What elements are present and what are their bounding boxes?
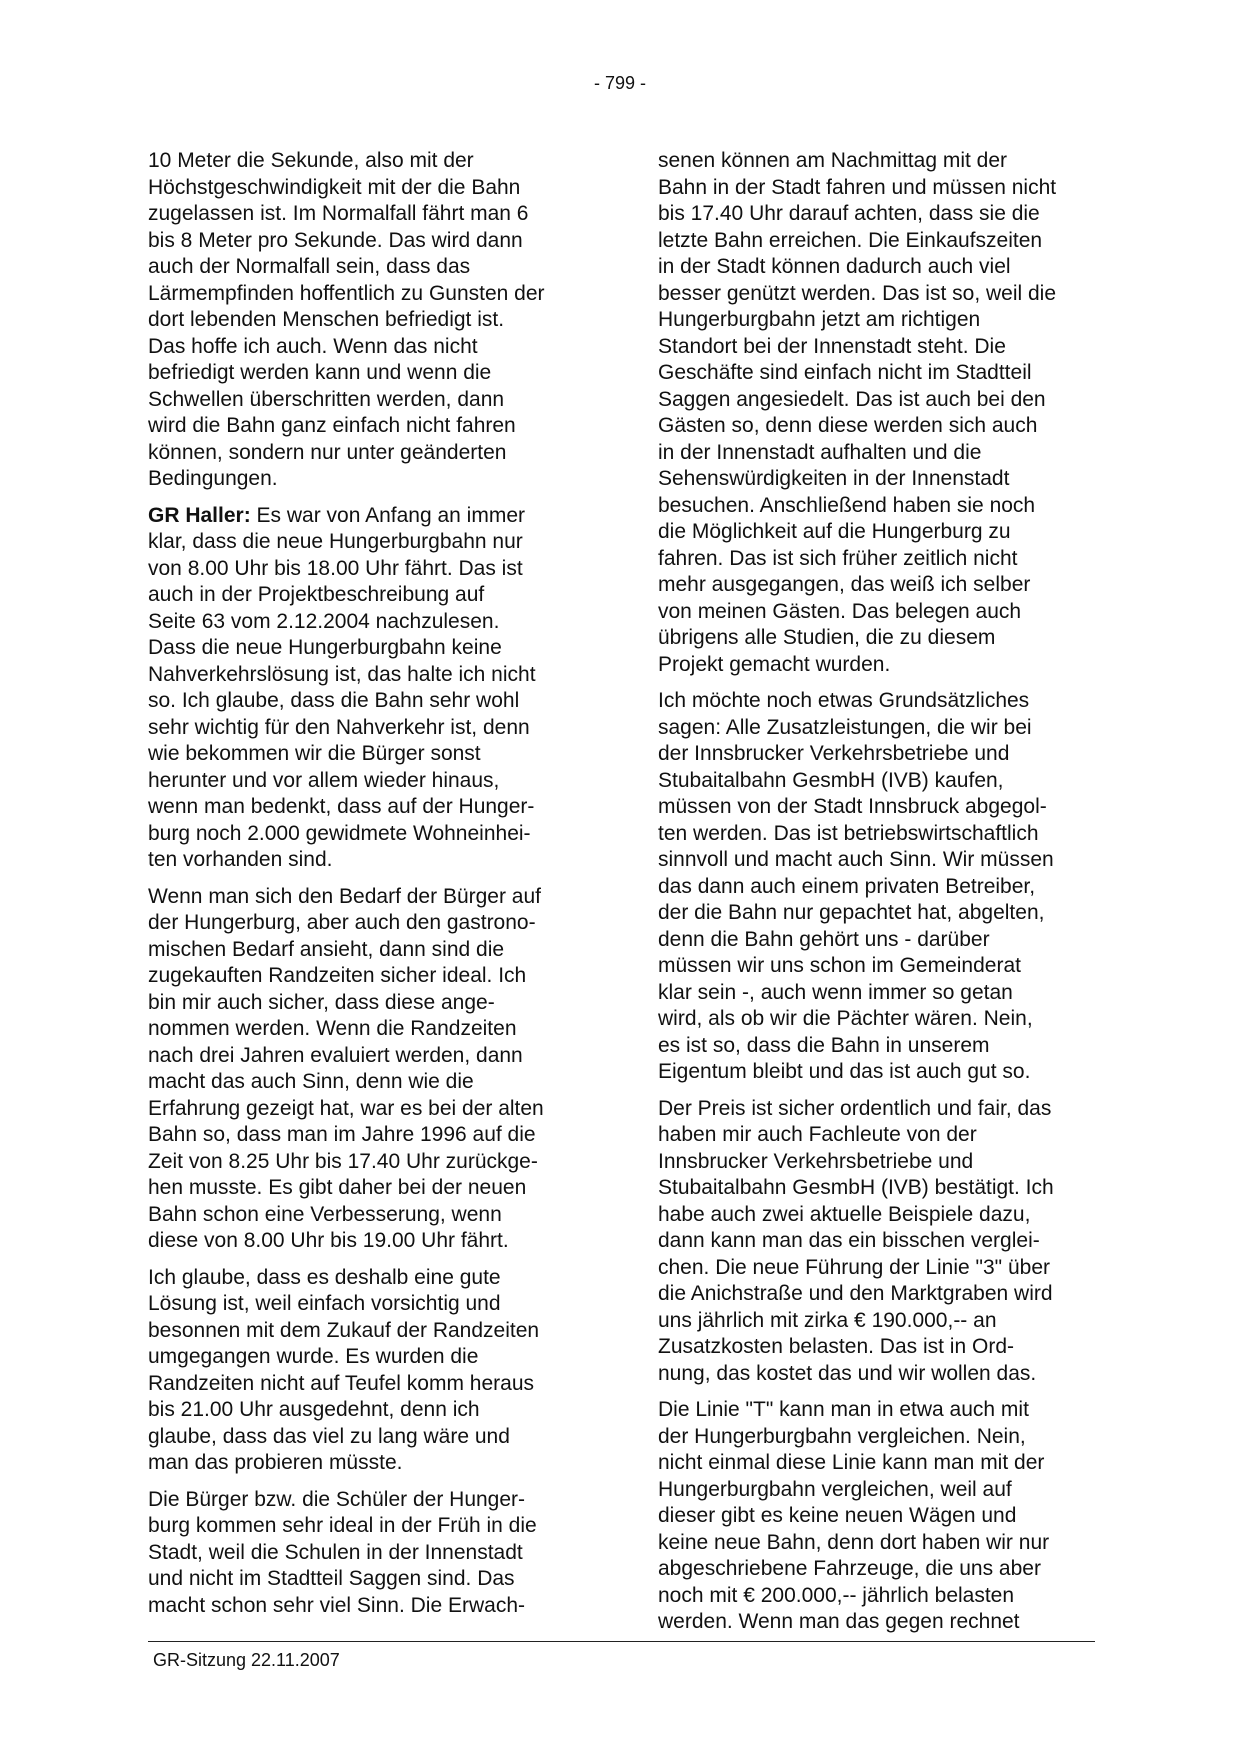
paragraph-line: habe auch zwei aktuelle Beispiele dazu, [658, 1202, 1031, 1226]
paragraph-line: Hungerburgbahn vergleichen, weil auf [658, 1477, 1012, 1501]
page-number: - 799 - [593, 73, 647, 93]
paragraph-line: von meinen Gästen. Das belegen auch [658, 599, 1022, 623]
paragraph-line: Das hoffe ich auch. Wenn das nicht [148, 334, 478, 358]
paragraph-line: sehr wichtig für den Nahverkehr ist, denn [148, 715, 530, 739]
paragraph-line: macht das auch Sinn, denn wie die [148, 1070, 474, 1093]
paragraph-line: wird, als ob wir die Pächter wären. Nein, [658, 1007, 1033, 1030]
paragraph-line: Geschäfte sind einfach nicht im Stadtteil [658, 361, 1032, 384]
paragraph-line: Bahn so, dass man im Jahre 1996 auf die [148, 1123, 536, 1146]
paragraph-line: Stubaitalbahn GesmbH (IVB) bestätigt. Ich [658, 1176, 1054, 1199]
paragraph-line: es ist so, dass die Bahn in unserem [658, 1033, 990, 1057]
paragraph-line: Erfahrung gezeigt hat, war es bei der alten [148, 1096, 544, 1120]
paragraph [658, 148, 1100, 678]
paragraph-line: in der Stadt können dadurch auch viel [658, 255, 1011, 278]
paragraph-line: besonnen mit dem Zukauf der Randzeiten [148, 1318, 540, 1342]
paragraph-line: zugelassen ist. Im Normalfall fährt man 6 [148, 202, 529, 225]
paragraph-line: haben mir auch Fachleute von der [658, 1123, 977, 1146]
speech-lines [148, 529, 590, 874]
paragraph [148, 1265, 590, 1477]
paragraph [658, 688, 1100, 1086]
paragraph-line: Bedingungen. [148, 467, 278, 490]
paragraph-line: in der Innenstadt aufhalten und die [658, 440, 982, 464]
paragraph-line: Höchstgeschwindigkeit mit der die Bahn [148, 175, 521, 199]
paragraph-line: so. Ich glaube, dass die Bahn sehr wohl [148, 689, 520, 712]
paragraph-line: dort lebenden Menschen befriedigt ist. [148, 308, 505, 331]
paragraph-line: Schwellen überschritten werden, dann [148, 387, 505, 411]
paragraph-line: Zeit von 8.25 Uhr bis 17.40 Uhr zurückge- [148, 1149, 538, 1173]
paragraph-line: burg kommen sehr ideal in der Früh in die [148, 1514, 537, 1537]
paragraph-line: mischen Bedarf ansieht, dann sind die [148, 937, 505, 961]
paragraph-line: von 8.00 Uhr bis 18.00 Uhr fährt. Das ist [148, 556, 523, 580]
paragraph-line: müssen wir uns schon im Gemeinderat [658, 954, 1021, 977]
paragraph-line: Gästen so, denn diese werden sich auch [658, 414, 1038, 437]
paragraph-line: burg noch 2.000 gewidmete Wohneinhei- [148, 821, 531, 845]
paragraph-line: bis 17.40 Uhr darauf achten, dass sie die [658, 202, 1040, 225]
paragraph-line: chen. Die neue Führung der Linie "3" über [658, 1255, 1050, 1279]
paragraph-line: auch in der Projektbeschreibung auf [148, 583, 485, 606]
paragraph [148, 1487, 590, 1620]
paragraph-line: Saggen angesiedelt. Das ist auch bei den [658, 387, 1046, 411]
paragraph-line: letzte Bahn erreichen. Die Einkaufszeiten [658, 228, 1043, 252]
paragraph-line: uns jährlich mit zirka € 190.000,-- an [658, 1308, 997, 1332]
paragraph-line: sagen: Alle Zusatzleistungen, die wir bei [658, 715, 1032, 739]
footer-divider [148, 1641, 1095, 1642]
paragraph-line: diese von 8.00 Uhr bis 19.00 Uhr fährt. [148, 1229, 509, 1252]
paragraph [148, 148, 590, 493]
paragraph-line: der Innsbrucker Verkehrsbetriebe und [658, 742, 1010, 765]
paragraph-line: abgeschriebene Fahrzeuge, die uns aber [658, 1557, 1041, 1580]
paragraph-line: Innsbrucker Verkehrsbetriebe und [658, 1149, 974, 1173]
paragraph-line: Seite 63 vom 2.12.2004 nachzulesen. [148, 609, 500, 633]
paragraph-line: nommen werden. Wenn die Randzeiten [148, 1017, 517, 1040]
paragraph-line: das dann auch einem privaten Betreiber, [658, 874, 1036, 898]
paragraph-line: Ich glaube, dass es deshalb eine gute [148, 1265, 501, 1289]
paragraph-line: dann kann man das ein bisschen verglei- [658, 1229, 1040, 1252]
paragraph-line: Lösung ist, weil einfach vorsichtig und [148, 1292, 501, 1315]
paragraph-line: befriedigt werden kann und wenn die [148, 361, 492, 384]
paragraph [658, 1096, 1100, 1388]
paragraph-line: müssen von der Stadt Innsbruck abgegol- [658, 795, 1047, 818]
paragraph-line: Ich möchte noch etwas Grundsätzliches [658, 689, 1030, 712]
paragraph-line: Standort bei der Innenstadt steht. Die [658, 334, 1006, 358]
paragraph-line: bin mir auch sicher, dass diese ange- [148, 990, 495, 1014]
paragraph-line: besser genützt werden. Das ist so, weil die [658, 281, 1057, 305]
speech-text: Es war von Anfang an immer [250, 503, 525, 527]
right-column [658, 148, 1100, 1646]
paragraph-line: Sehenswürdigkeiten in der Innenstadt [658, 467, 1010, 490]
paragraph-line: Stubaitalbahn GesmbH (IVB) kaufen, [658, 768, 1004, 792]
paragraph-line: macht schon sehr viel Sinn. Die Erwach- [148, 1593, 525, 1617]
paragraph-line: sinnvoll und macht auch Sinn. Wir müssen [658, 848, 1054, 871]
paragraph-line: der die Bahn nur gepachtet hat, abgelten, [658, 901, 1045, 924]
paragraph-line: Projekt gemacht wurden. [658, 652, 891, 676]
paragraph-line: können, sondern nur unter geänderten [148, 440, 507, 464]
paragraph-line: nung, das kostet das und wir wollen das. [658, 1361, 1037, 1385]
paragraph-line: mehr ausgegangen, das weiß ich selber [658, 573, 1031, 596]
paragraph-line: dieser gibt es keine neuen Wägen und [658, 1504, 1017, 1527]
paragraph-line: Eigentum bleibt und das ist auch gut so. [658, 1060, 1031, 1083]
paragraph-line: der Hungerburg, aber auch den gastrono- [148, 911, 536, 934]
speaker-name: GR Haller: [148, 503, 251, 527]
paragraph-line: wenn man bedenkt, dass auf der Hunger- [148, 795, 535, 818]
paragraph-line: auch der Normalfall sein, dass das [148, 255, 471, 278]
paragraph-line: Die Bürger bzw. die Schüler der Hunger- [148, 1487, 526, 1511]
paragraph-line: wie bekommen wir die Bürger sonst [148, 742, 481, 765]
paragraph-line: nach drei Jahren evaluiert werden, dann [148, 1043, 523, 1067]
paragraph-line: noch mit € 200.000,-- jährlich belasten [658, 1583, 1015, 1607]
paragraph [148, 884, 590, 1255]
paragraph-line: bis 8 Meter pro Sekunde. Das wird dann [148, 228, 523, 252]
paragraph [658, 1397, 1100, 1636]
paragraph-line [148, 503, 590, 530]
paragraph-line: Lärmempfinden hoffentlich zu Gunsten der [148, 281, 545, 305]
paragraph-line: Hungerburgbahn jetzt am richtigen [658, 308, 981, 331]
paragraph-line: 10 Meter die Sekunde, also mit der [148, 149, 474, 172]
paragraph-line: die Anichstraße und den Marktgraben wird [658, 1282, 1053, 1305]
paragraph-line: glaube, dass das viel zu lang wäre und [148, 1424, 510, 1448]
paragraph-line: wird die Bahn ganz einfach nicht fahren [148, 414, 516, 437]
paragraph-line: ten vorhanden sind. [148, 848, 333, 871]
paragraph-line: nicht einmal diese Linie kann man mit der [658, 1451, 1045, 1474]
paragraph-line: keine neue Bahn, denn dort haben wir nur [658, 1530, 1050, 1554]
paragraph-line: senen können am Nachmittag mit der [658, 149, 1008, 172]
paragraph-line: Dass die neue Hungerburgbahn keine [148, 636, 502, 659]
paragraph-line: die Möglichkeit auf die Hungerburg zu [658, 520, 1011, 543]
paragraph-line: bis 21.00 Uhr ausgedehnt, denn ich [148, 1398, 480, 1421]
paragraph-line: herunter und vor allem wieder hinaus, [148, 768, 500, 792]
paragraph-line: hen musste. Es gibt daher bei der neuen [148, 1176, 527, 1199]
paragraph-line: umgegangen wurde. Es wurden die [148, 1345, 479, 1368]
paragraph-line: Stadt, weil die Schulen in der Innenstadt [148, 1540, 523, 1564]
paragraph-line: der Hungerburgbahn vergleichen. Nein, [658, 1424, 1026, 1448]
paragraph-line: ten werden. Das ist betriebswirtschaftlich [658, 821, 1039, 845]
paragraph-line: Bahn schon eine Verbesserung, wenn [148, 1202, 502, 1226]
left-column [148, 148, 590, 1629]
paragraph-line: Der Preis ist sicher ordentlich und fair, das [658, 1096, 1052, 1120]
paragraph-line: Bahn in der Stadt fahren und müssen nicht [658, 175, 1057, 199]
paragraph-line: Wenn man sich den Bedarf der Bürger auf [148, 884, 542, 908]
paragraph-line: klar, dass die neue Hungerburgbahn nur [148, 530, 523, 553]
paragraph-line: Nahverkehrslösung ist, das halte ich nicht [148, 662, 536, 686]
paragraph-line: klar sein -, auch wenn immer so getan [658, 980, 1013, 1004]
paragraph-line: und nicht im Stadtteil Saggen sind. Das [148, 1567, 515, 1590]
paragraph-line: man das probieren müsste. [148, 1451, 403, 1474]
footer-session-date: GR-Sitzung 22.11.2007 [153, 1650, 340, 1670]
paragraph-line: werden. Wenn man das gegen rechnet [658, 1610, 1020, 1633]
paragraph-line: besuchen. Anschließend haben sie noch [658, 493, 1036, 517]
paragraph-line: Die Linie "T" kann man in etwa auch mit [658, 1398, 1029, 1421]
speech-paragraph [148, 503, 590, 874]
paragraph-line: fahren. Das ist sich früher zeitlich nicht [658, 546, 1018, 570]
paragraph-line: Zusatzkosten belasten. Das ist in Ord- [658, 1335, 1014, 1358]
paragraph-line: denn die Bahn gehört uns - darüber [658, 927, 990, 951]
paragraph-line: Randzeiten nicht auf Teufel komm heraus [148, 1371, 534, 1395]
paragraph-line: zugekauften Randzeiten sicher ideal. Ich [148, 964, 527, 987]
paragraph-line: übrigens alle Studien, die zu diesem [658, 626, 996, 649]
